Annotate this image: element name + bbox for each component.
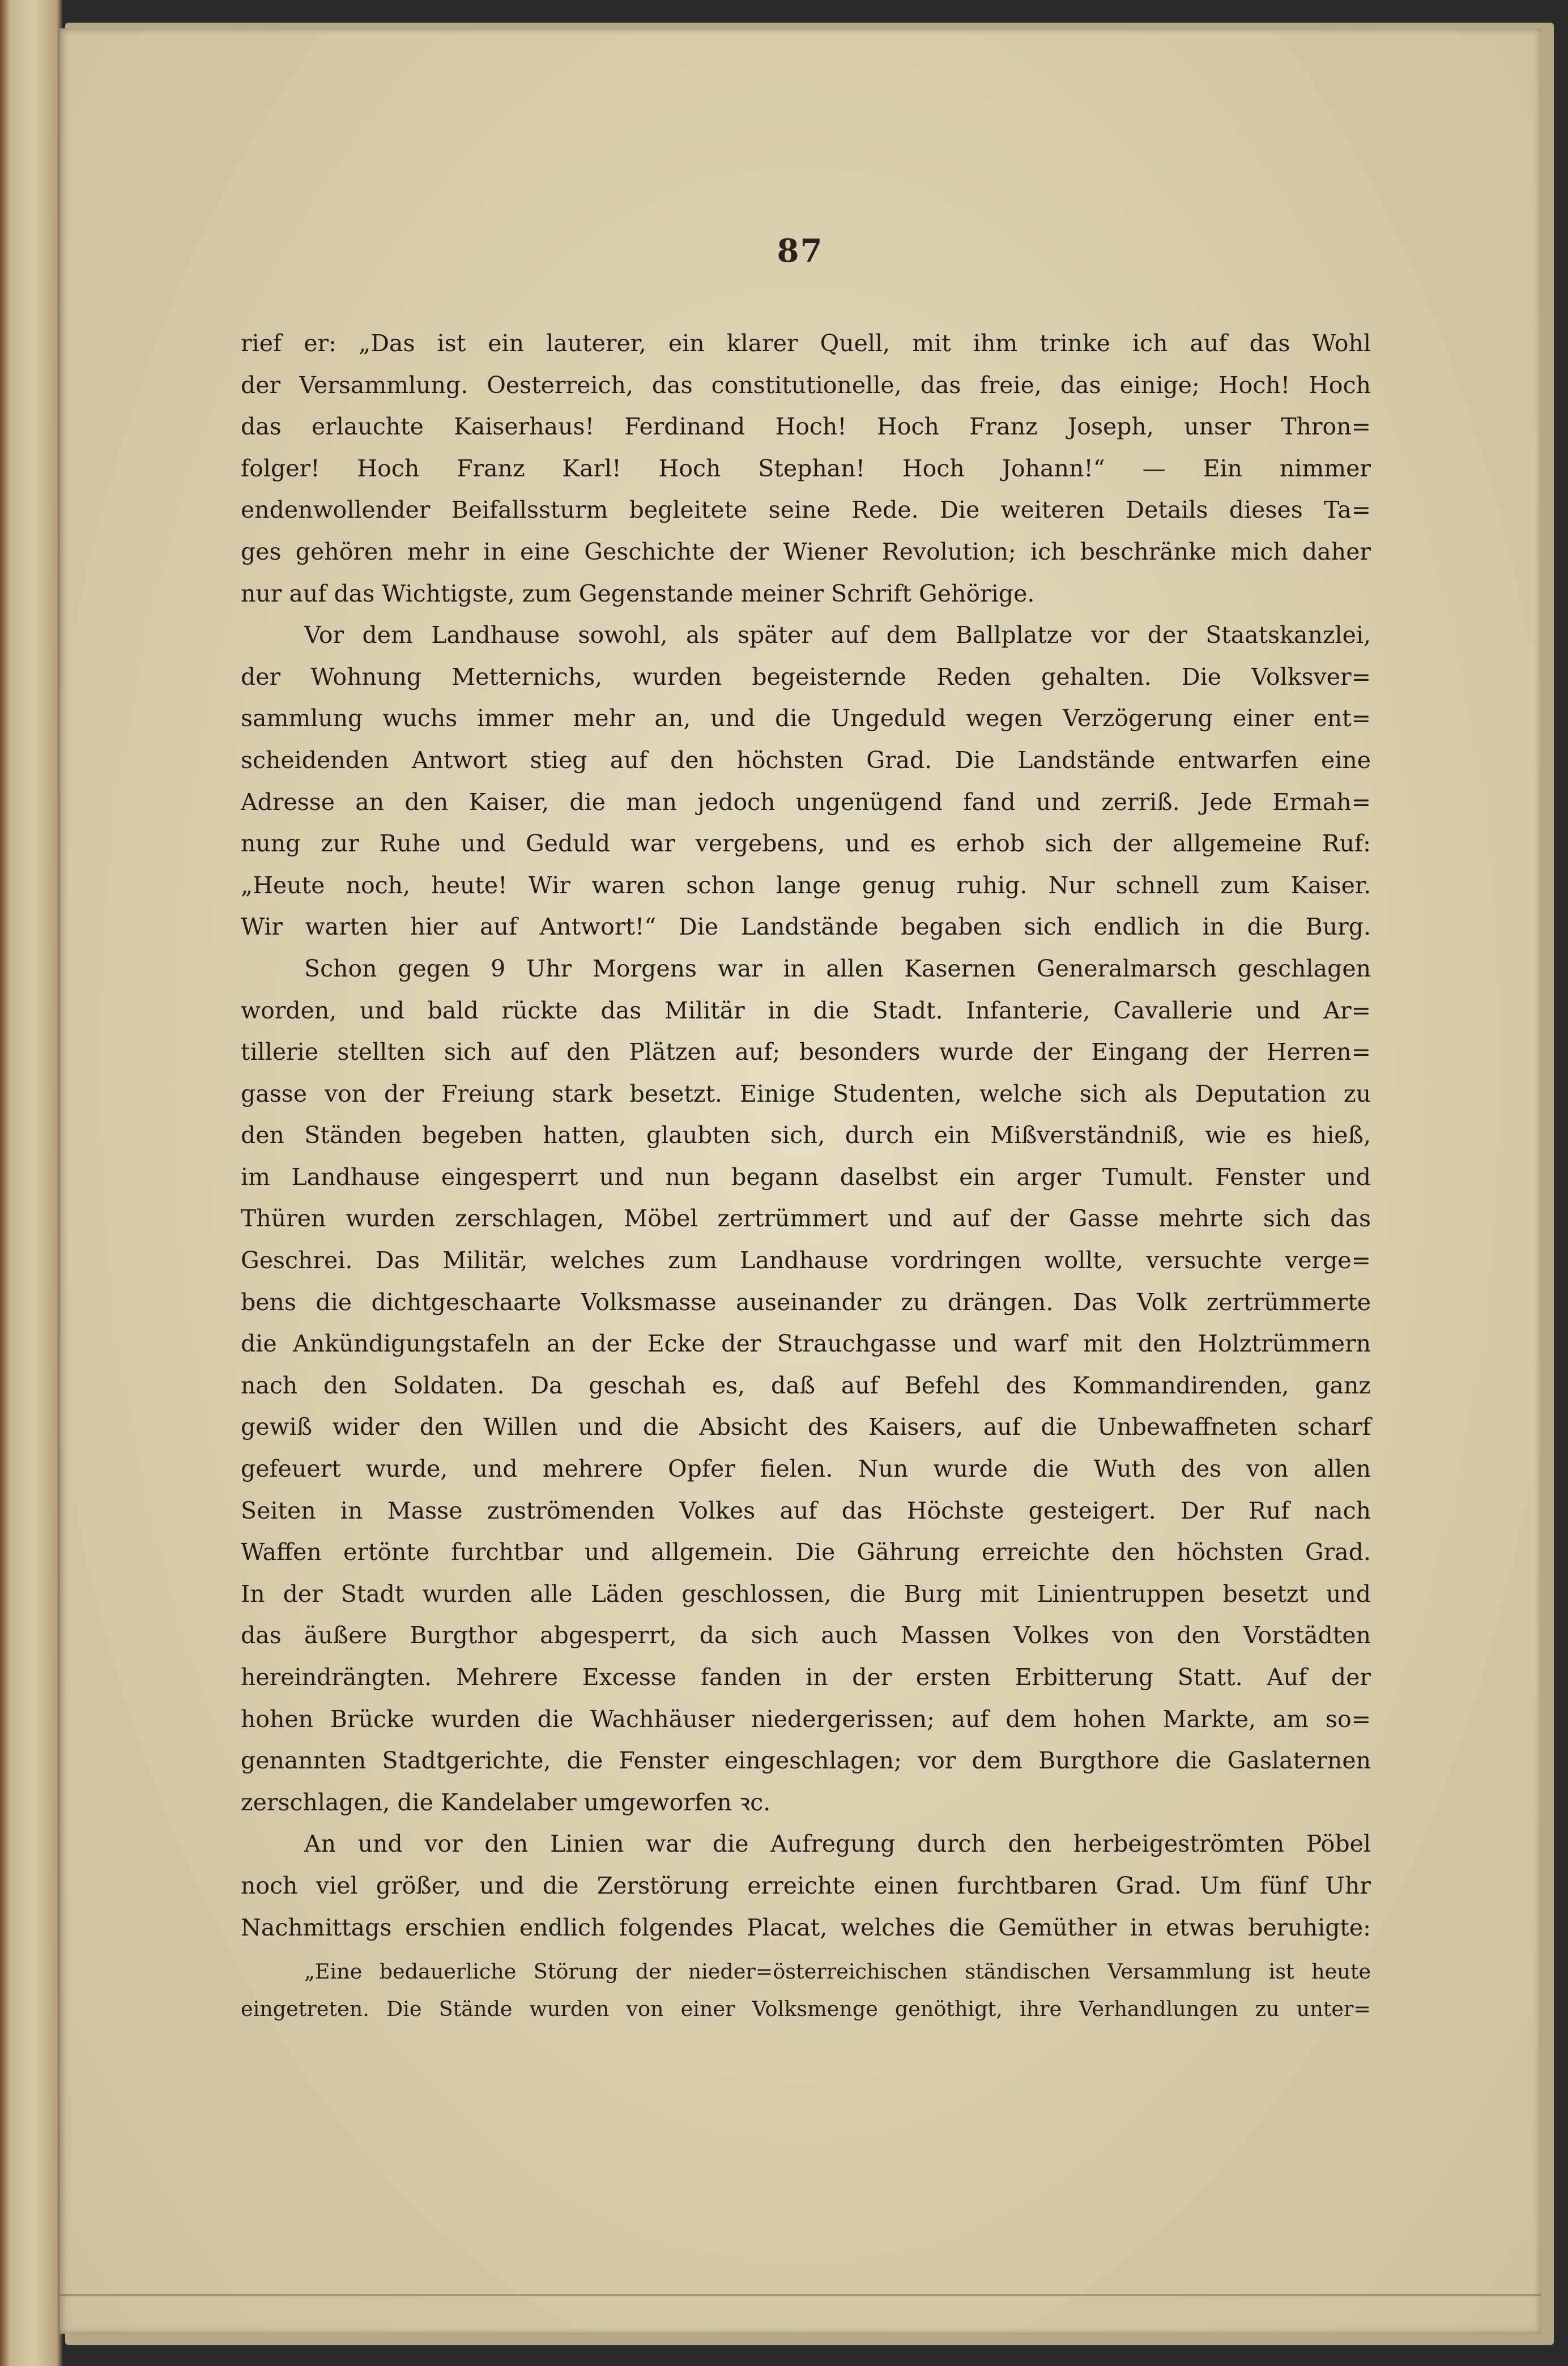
text-line: sammlung wuchs immer mehr an, und die Ungeduld wegen Verzögerung einer ent= xyxy=(241,705,1371,732)
text-line: endenwollender Beifallssturm begleitete seine Rede. Die weiteren Details dieses Ta= xyxy=(241,496,1371,524)
text-line: nur auf das Wichtigste, zum Gegenstande meiner Schrift Gehörige. xyxy=(241,579,1035,607)
text-line: Adresse an den Kaiser, die man jedoch ungenügend fand und zerriß. Jede Ermah= xyxy=(241,788,1371,816)
quote-line: „Eine bedauerliche Störung der nieder=österreichischen ständischen Versammlung ist heute xyxy=(304,1959,1371,1984)
text-line: Schon gegen 9 Uhr Morgens war in allen Kasernen Generalmarsch geschlagen xyxy=(304,954,1371,982)
text-line: gewiß wider den Willen und die Absicht des Kaisers, auf die Unbewaffneten scharf xyxy=(241,1413,1371,1441)
text-line: An und vor den Linien war die Aufregung durch den herbeigeströmten Pöbel xyxy=(304,1830,1371,1858)
text-line: der Wohnung Metternichs, wurden begeisternde Reden gehalten. Die Volksver= xyxy=(241,663,1371,690)
text-line: das erlauchte Kaiserhaus! Ferdinand Hoch! Hoch Franz Joseph, unser Thron= xyxy=(241,413,1371,441)
body-text xyxy=(241,323,1371,2028)
text-line: worden, und bald rückte das Militär in die Stadt. Infanterie, Cavallerie und Ar= xyxy=(241,996,1371,1024)
text-line: In der Stadt wurden alle Läden geschlossen, die Burg mit Linientruppen besetzt und xyxy=(241,1580,1371,1608)
text-line: Waffen ertönte furchtbar und allgemein. Die Gährung erreichte den höchsten Grad. xyxy=(241,1538,1371,1566)
text-line: Seiten in Masse zuströmenden Volkes auf das Höchste gesteigert. Der Ruf nach xyxy=(241,1497,1371,1524)
text-line: den Ständen begeben hatten, glaubten sich, durch ein Mißverständniß, wie es hieß, xyxy=(241,1122,1371,1149)
text-line: genannten Stadtgerichte, die Fenster eingeschlagen; vor dem Burgthore die Gaslaternen xyxy=(241,1747,1371,1775)
text-line: „Heute noch, heute! Wir waren schon lange genug ruhig. Nur schnell zum Kaiser. xyxy=(241,871,1371,899)
text-line: scheidenden Antwort stieg auf den höchsten Grad. Die Landstände entwarfen eine xyxy=(241,746,1371,774)
text-line: zerschlagen, die Kandelaber umgeworfen ꝛc. xyxy=(241,1788,771,1816)
text-line: das äußere Burgthor abgesperrt, da sich auch Massen Volkes von den Vorstädten xyxy=(241,1622,1371,1649)
text-line: rief er: „Das ist ein lauterer, ein klarer Quell, mit ihm trinke ich auf das Wohl xyxy=(241,330,1371,357)
text-line: folger! Hoch Franz Karl! Hoch Stephan! Hoch Johann!“ — Ein nimmer xyxy=(241,454,1371,482)
text-line: nach den Soldaten. Da geschah es, daß auf Befehl des Kommandirenden, ganz xyxy=(241,1371,1371,1399)
text-line: gefeuert wurde, und mehrere Opfer fielen. Nun wurde die Wuth des von allen xyxy=(241,1455,1371,1483)
previous-page-edge xyxy=(0,0,62,2366)
text-line: Vor dem Landhause sowohl, als später auf dem Ballplatze vor der Staatskanzlei, xyxy=(304,621,1371,649)
text-line: hereindrängten. Mehrere Excesse fanden in der ersten Erbitterung Statt. Auf der xyxy=(241,1664,1371,1691)
text-line: ges gehören mehr in eine Geschichte der Wiener Revolution; ich beschränke mich daher xyxy=(241,538,1371,565)
text-line: Geschrei. Das Militär, welches zum Landhause vordringen wollte, versuchte verge= xyxy=(241,1247,1371,1274)
text-line: Wir warten hier auf Antwort!“ Die Landstände begaben sich endlich in die Burg. xyxy=(241,913,1371,941)
text-line: der Versammlung. Oesterreich, das constitutionelle, das freie, das einige; Hoch! Hoch xyxy=(241,371,1371,399)
text-line: im Landhause eingesperrt und nun begann daselbst ein arger Tumult. Fenster und xyxy=(241,1163,1371,1191)
text-line: tillerie stellten sich auf den Plätzen auf; besonders wurde der Eingang der Herren= xyxy=(241,1038,1371,1066)
page-number: 87 xyxy=(777,232,824,270)
text-line: Nachmittags erschien endlich folgendes Placat, welches die Gemüther in etwas beruhigte: xyxy=(241,1913,1371,1941)
book-page xyxy=(59,28,1541,2334)
text-line: nung zur Ruhe und Geduld war vergebens, und es erhob sich der allgemeine Ruf: xyxy=(241,830,1371,858)
page-bottom-edge xyxy=(59,2294,1541,2296)
text-line: Thüren wurden zerschlagen, Möbel zertrümmert und auf der Gasse mehrte sich das xyxy=(241,1205,1371,1233)
text-line: bens die dichtgeschaarte Volksmasse auseinander zu drängen. Das Volk zertrümmerte xyxy=(241,1288,1371,1316)
text-line: gasse von der Freiung stark besetzt. Einige Studenten, welche sich als Deputation zu xyxy=(241,1080,1371,1107)
quote-line: eingetreten. Die Stände wurden von einer Volksmenge genöthigt, ihre Verhandlungen zu unter= xyxy=(241,1997,1371,2022)
text-line: hohen Brücke wurden die Wachhäuser niedergerissen; auf dem hohen Markte, am so= xyxy=(241,1705,1371,1733)
text-line: noch viel größer, und die Zerstörung erreichte einen furchtbaren Grad. Um fünf Uhr xyxy=(241,1872,1371,1899)
text-line: die Ankündigungstafeln an der Ecke der Strauchgasse und warf mit den Holztrümmern xyxy=(241,1330,1371,1358)
